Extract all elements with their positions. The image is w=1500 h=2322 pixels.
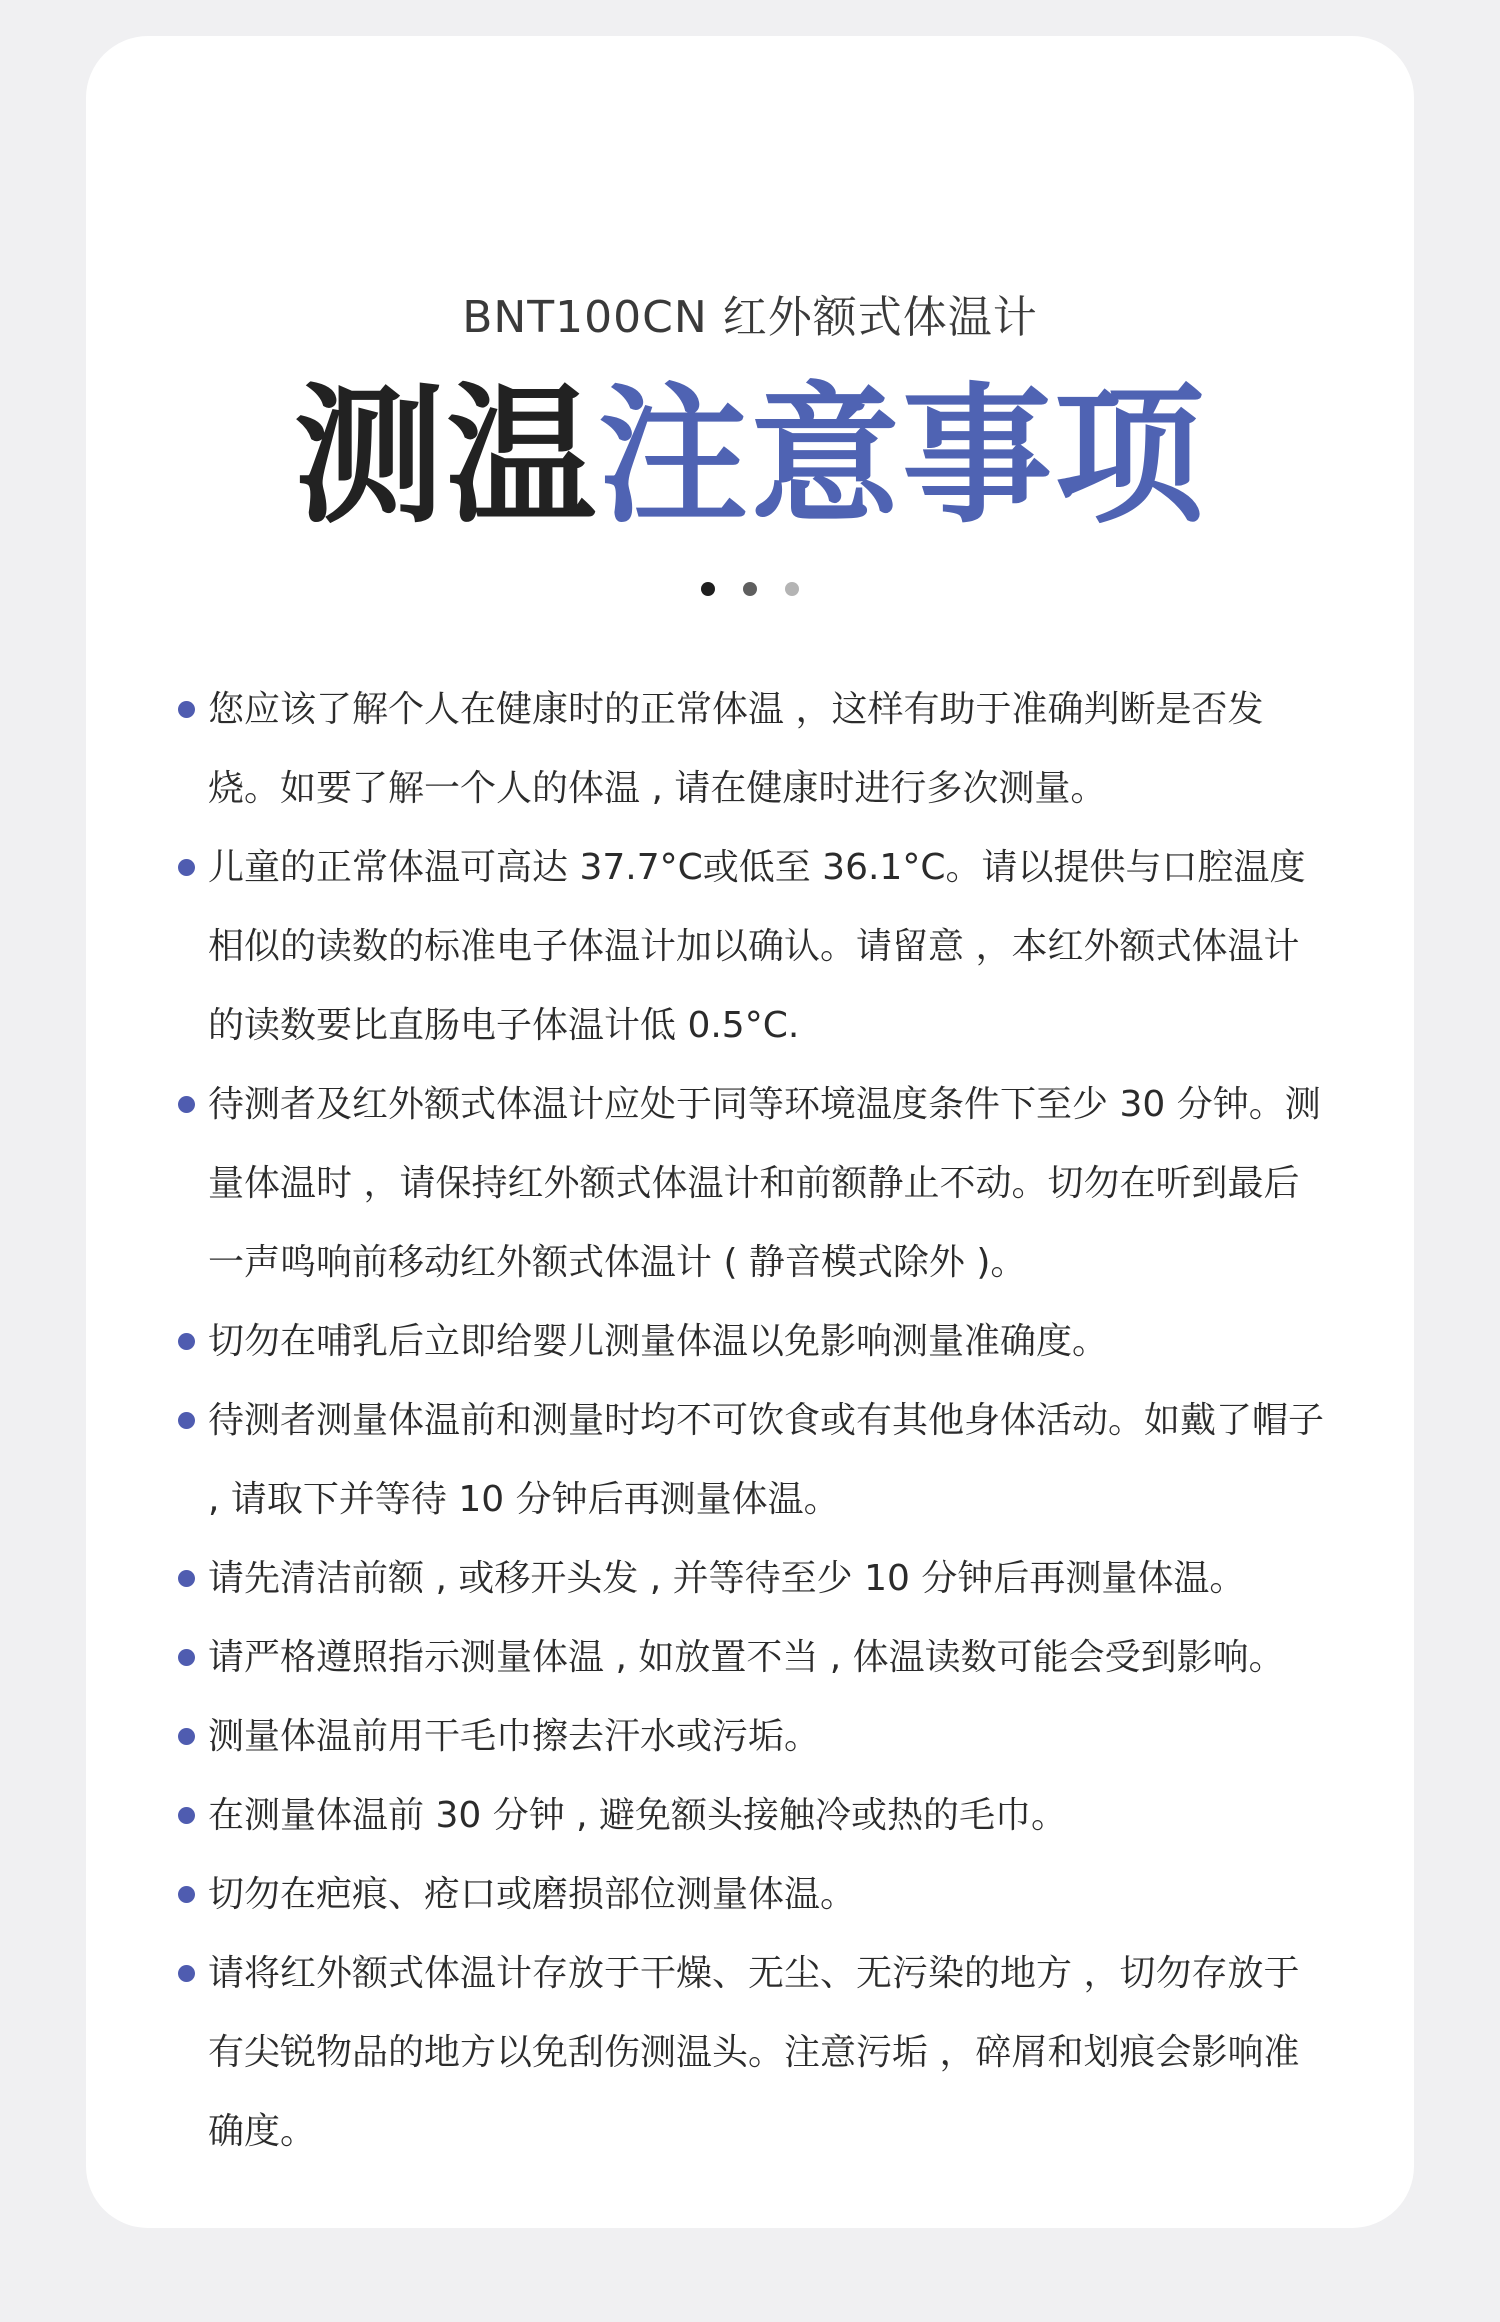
bullet-icon xyxy=(178,1807,195,1824)
note-text: 测量体温前用干毛巾擦去汗水或污垢。 xyxy=(208,1716,821,1757)
bullet-icon xyxy=(178,1412,195,1429)
note-item xyxy=(178,1697,1328,1776)
bullet-icon xyxy=(178,701,195,718)
note-item xyxy=(178,1855,1328,1934)
note-item xyxy=(178,1776,1328,1855)
note-text: 在测量体温前 30 分钟 , 避免额头接触冷或热的毛巾。 xyxy=(208,1795,1068,1836)
note-item xyxy=(178,1302,1328,1381)
bullet-icon xyxy=(178,1649,195,1666)
note-text: 待测者及红外额式体温计应处于同等环境温度条件下至少 30 分钟。测量体温时 ，请保持红外额式体温计和前额静止不动。切勿在听到最后一声鸣响前移动红外额式体温计 ( 静音模式除外 )。 xyxy=(208,1084,1321,1283)
bullet-icon xyxy=(178,1096,195,1113)
notes-list xyxy=(178,670,1328,2171)
note-item xyxy=(178,828,1328,1065)
bullet-icon xyxy=(178,1570,195,1587)
note-text: 待测者测量体温前和测量时均不可饮食或有其他身体活动。如戴了帽子 , 请取下并等待 10 分钟后再测量体温。 xyxy=(208,1400,1325,1520)
pagination-dot xyxy=(701,582,715,596)
note-text: 切勿在哺乳后立即给婴儿测量体温以免影响测量准确度。 xyxy=(208,1321,1109,1362)
note-text: 您应该了解个人在健康时的正常体温 ，这样有助于准确判断是否发烧。如要了解一个人的体温 , 请在健康时进行多次测量。 xyxy=(208,689,1264,809)
note-text: 儿童的正常体温可高达 37.7°C或低至 36.1°C。请以提供与口腔温度相似的读数的标准电子体温计加以确认。请留意 ，本红外额式体温计的读数要比直肠电子体温计低 0.5°C. xyxy=(208,847,1306,1046)
note-text: 请严格遵照指示测量体温 , 如放置不当 , 体温读数可能会受到影响。 xyxy=(208,1637,1285,1678)
note-item xyxy=(178,670,1328,828)
note-item xyxy=(178,1381,1328,1539)
bullet-icon xyxy=(178,1886,195,1903)
note-item xyxy=(178,1618,1328,1697)
note-item xyxy=(178,1934,1328,2171)
bullet-icon xyxy=(178,859,195,876)
page-title-dark-part: 测温 xyxy=(293,370,598,544)
bullet-icon xyxy=(178,1333,195,1350)
note-text: 请先清洁前额 , 或移开头发 , 并等待至少 10 分钟后再测量体温。 xyxy=(208,1558,1246,1599)
pagination-dot xyxy=(785,582,799,596)
note-item xyxy=(178,1539,1328,1618)
note-text: 请将红外额式体温计存放于干燥、无尘、无污染的地方 ，切勿存放于有尖锐物品的地方以免刮伤测温头。注意污垢 ，碎屑和划痕会影响准确度。 xyxy=(208,1953,1300,2152)
pagination-dots xyxy=(86,582,1414,598)
pagination-dot xyxy=(743,582,757,596)
note-text: 切勿在疤痕、疮口或磨损部位测量体温。 xyxy=(208,1874,857,1915)
notice-card xyxy=(86,36,1414,2228)
product-subtitle: BNT100CN 红外额式体温计 xyxy=(462,292,1038,343)
note-item xyxy=(178,1065,1328,1302)
bullet-icon xyxy=(178,1965,195,1982)
bullet-icon xyxy=(178,1728,195,1745)
page-title-accent-part: 注意事项 xyxy=(598,370,1207,544)
page-title xyxy=(86,372,1414,542)
